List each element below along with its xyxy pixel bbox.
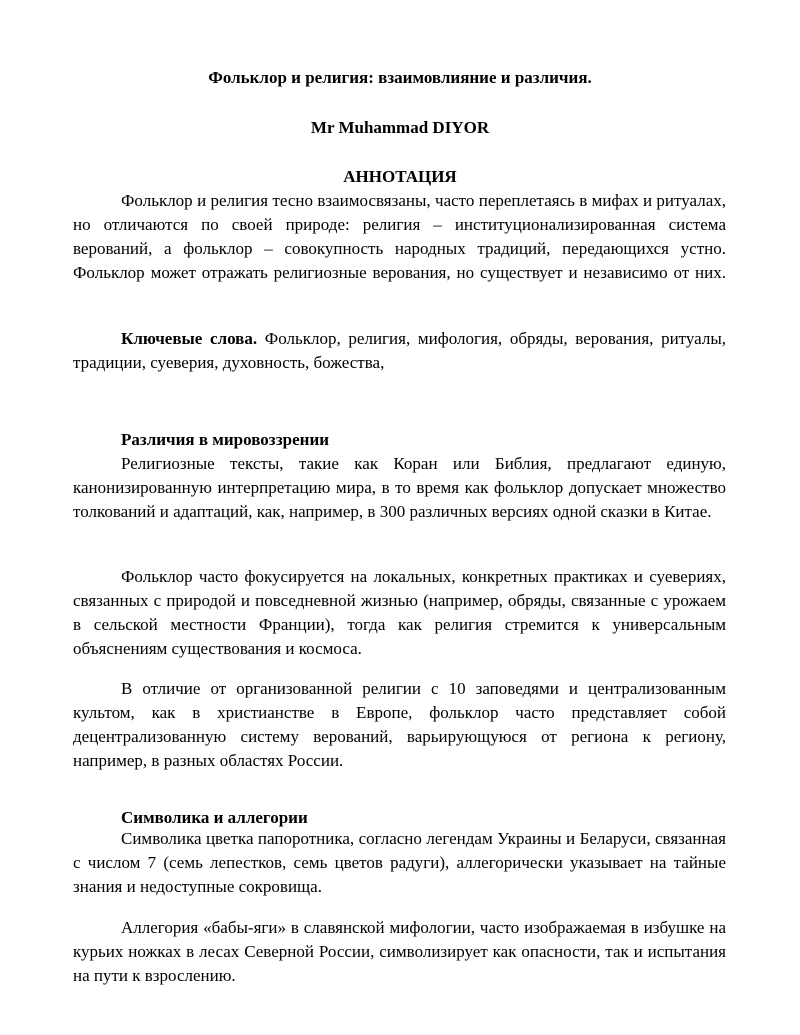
keywords-list: Фольклор, религия, мифология, обряды, верования, ритуалы, традиции, суеверия, духовность, божества, (73, 329, 726, 372)
keywords-label: Ключевые слова. (121, 329, 258, 348)
paragraph: Символика цветка папоротника, согласно легендам Украины и Беларуси, связанная с числом 7 (семь лепестков, семь цветов радуги), аллегорически указывает на тайные знания и недоступные сокровища. (73, 829, 726, 896)
abstract-heading: АННОТАЦИЯ (343, 167, 457, 186)
paragraph: Фольклор часто фокусируется на локальных, конкретных практиках и суевериях, связанных с природой и повседневной жизнью (например, обряды, связанные с урожаем в сельской местности Франции), тогда как религия стремится к универсальным объяснениям существования и космоса. (73, 567, 726, 658)
section-heading-worldview: Различия в мировоззрении (121, 430, 330, 449)
paragraph: Религиозные тексты, такие как Коран или Библия, предлагают единую, канонизированную интерпретацию мира, в то время как фольклор допускает множество толкований и адаптаций, как, например, в 300 различных версиях одной сказки в Китае. (73, 454, 726, 521)
keywords-paragraph (73, 327, 726, 375)
document-title: Фольклор и религия: взаимовлияние и различия. (208, 68, 592, 87)
paragraph: Аллегория «бабы-яги» в славянской мифологии, часто изображаемая в избушке на курьих ножках в лесах Северной России, символизирует как опасности, так и испытания на пути к взрослению. (73, 918, 726, 985)
abstract-paragraph: Фольклор и религия тесно взаимосвязаны, часто переплетаясь в мифах и ритуалах, но отличаются по своей природе: религия – институционализированная система верований, а фольклор – совокупность народных традиций, передающихся устно. Фольклор может отражать религиозные верования, но существует и независимо от них. (73, 191, 726, 282)
paragraph: В отличие от организованной религии с 10 заповедями и централизованным культом, как в христианстве в Европе, фольклор часто представляет собой децентрализованную систему верований, варьирующуюся от региона к региону, например, в разных областях России. (73, 679, 726, 770)
author-name: Mr Muhammad DIYOR (310, 118, 490, 137)
section-heading-symbolism: Символика и аллегории (121, 808, 308, 827)
